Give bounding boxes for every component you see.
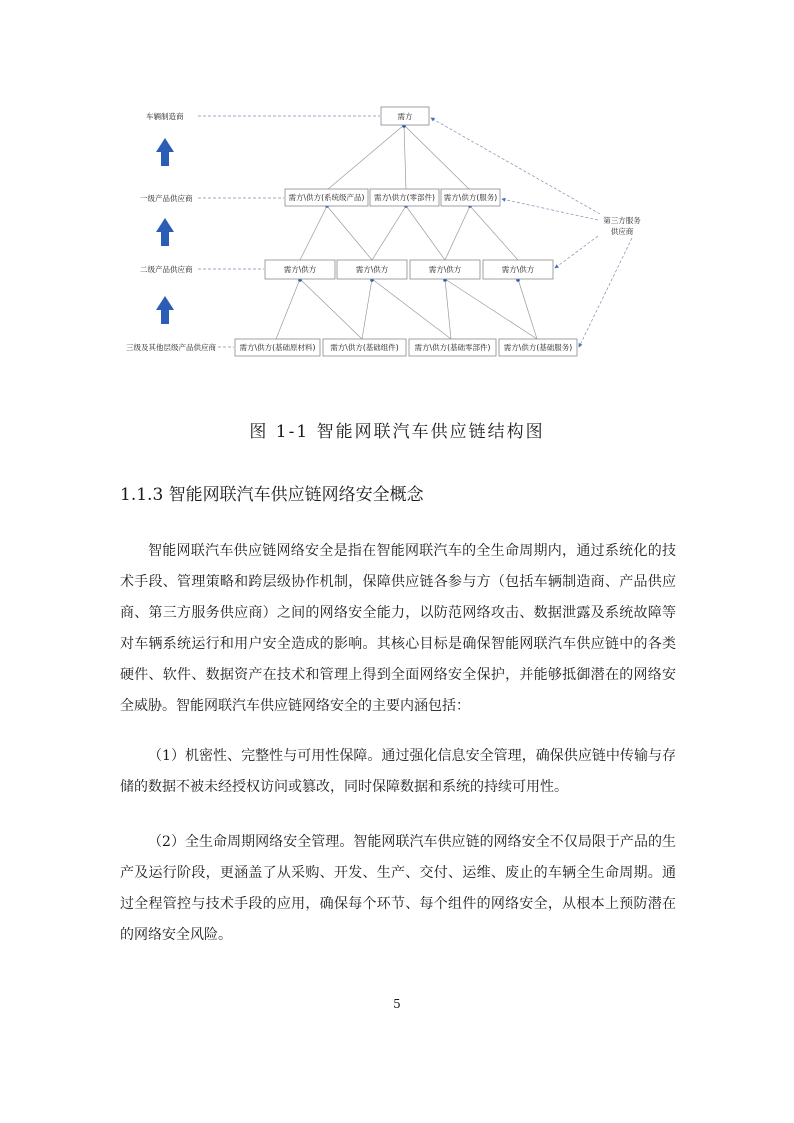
svg-text:供应商: 供应商: [610, 227, 634, 236]
node-tier2: [483, 260, 553, 279]
dashed-arrow: [502, 199, 598, 220]
paragraph: （1）机密性、完整性与可用性保障。通过强化信息安全管理，确保供应链中传输与存储的数据不被未经授权访问或篡改，同时保障数据和系统的持续可用性。: [120, 748, 676, 795]
paragraph: 智能网联汽车供应链网络安全是指在智能网联汽车的全生命周期内，通过系统化的技术手段、管理策略和跨层级协作机制，保障供应链各参与方（包括车辆制造商、产品供应商、第三方服务供应商）之间的网络安全能力，以防范网络攻击、数据泄露及系统故障等对车辆系统运行和用户安全造成的影响。其核心目标是确保智能网联汽车供应链中的各类硬件、软件、数据资产在技术和管理上得到全面网络安全保护，并能够抵御潜在的网络安全威胁。智能网联汽车供应链网络安全的主要内涵包括：: [120, 543, 676, 714]
node-tier1-system: [285, 189, 368, 206]
svg-text:需方\供方(系统级产品): 需方\供方(系统级产品): [288, 193, 365, 202]
node-tier1-parts: [370, 189, 439, 206]
svg-text:需方\供方(零部件): 需方\供方(零部件): [374, 193, 435, 202]
svg-text:需方\供方(基础原材料): 需方\供方(基础原材料): [239, 343, 316, 352]
node-demand: [381, 107, 429, 125]
svg-text:需方\供方(基础零部件): 需方\供方(基础零部件): [414, 343, 491, 352]
tier-label-oem: 车辆制造商: [146, 112, 184, 121]
node-tier2: [410, 260, 480, 279]
node-tier3-components: [323, 339, 406, 356]
third-party-service-provider: [603, 215, 641, 236]
svg-text:需方\供方: 需方\供方: [283, 265, 317, 274]
tier-label-tier1: 一级产品供应商: [140, 194, 193, 203]
node-tier3-services: [499, 339, 577, 356]
node-tier2: [337, 260, 407, 279]
dashed-arrow: [579, 238, 632, 347]
node-tier2: [265, 260, 335, 279]
tier-label-tier3: 三级及其他层级产品供应商: [126, 343, 216, 352]
svg-text:需方\供方: 需方\供方: [355, 265, 389, 274]
svg-text:需方\供方: 需方\供方: [501, 265, 535, 274]
svg-text:需方: 需方: [397, 112, 413, 121]
supply-chain-diagram: [0, 0, 794, 380]
svg-text:需方\供方(基础服务): 需方\供方(基础服务): [503, 343, 573, 352]
svg-text:需方\供方(基础组件): 需方\供方(基础组件): [330, 343, 399, 352]
paragraph: （2）全生命周期网络安全管理。智能网联汽车供应链的网络安全不仅局限于产品的生产及运行阶段，更涵盖了从采购、开发、生产、交付、运维、废止的车辆全生命周期。通过全程管控与技术手段的应用，确保每个环节、每个组件的网络安全，从根本上预防潜在的网络安全风险。: [120, 834, 676, 943]
up-arrow-icon: [156, 138, 174, 166]
up-arrow-icon: [156, 296, 174, 324]
node-tier1-service: [441, 189, 500, 206]
section-heading: 1.1.3 智能网联汽车供应链网络安全概念: [120, 485, 424, 505]
node-tier3-raw-materials: [235, 339, 320, 356]
page-number: 5: [393, 997, 401, 1011]
tier-label-tier2: 二级产品供应商: [140, 265, 193, 274]
svg-text:第三方服务: 第三方服务: [603, 216, 641, 225]
figure-caption: 图 1-1 智能网联汽车供应链结构图: [249, 422, 545, 442]
node-tier3-parts: [409, 339, 496, 356]
svg-text:需方\供方(服务): 需方\供方(服务): [443, 193, 498, 202]
up-arrow-icon: [156, 218, 174, 246]
dashed-arrow: [555, 236, 598, 268]
svg-text:需方\供方: 需方\供方: [428, 265, 462, 274]
